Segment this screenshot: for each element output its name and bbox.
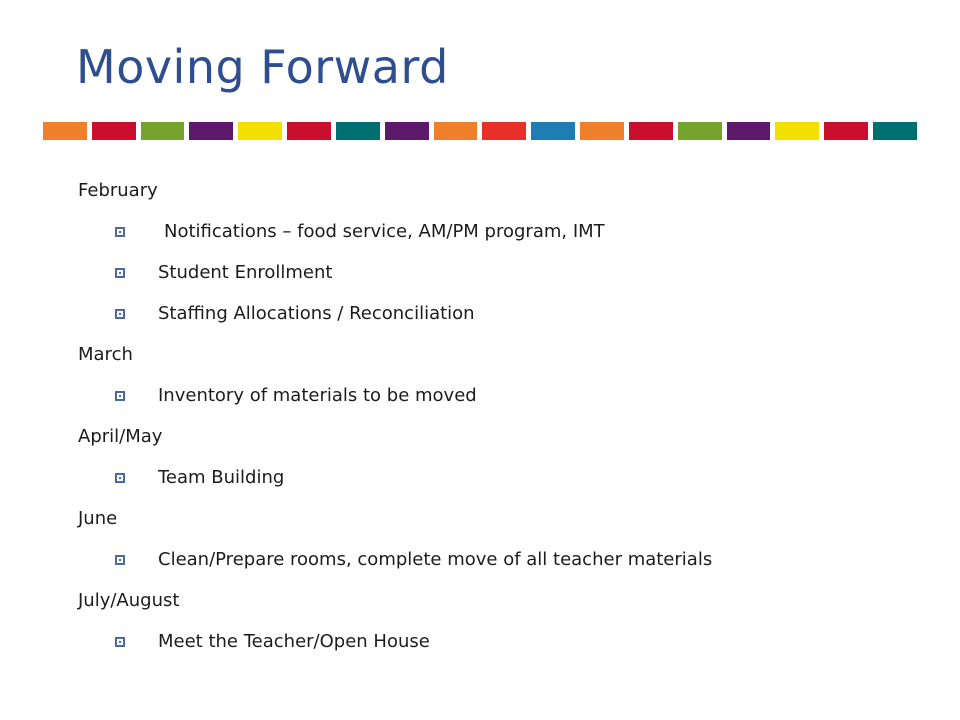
color-bar-segment	[531, 122, 575, 140]
section-heading-february	[78, 170, 918, 211]
section-heading-april-may	[78, 416, 918, 457]
list-item-text: Student Enrollment	[158, 262, 333, 283]
section-heading-label: June	[78, 508, 118, 529]
list-item	[78, 621, 918, 662]
color-bar-segment	[580, 122, 624, 140]
color-bar-segment	[43, 122, 87, 140]
color-bar-segment	[873, 122, 917, 140]
list-item-text: Staffing Allocations / Reconciliation	[158, 303, 475, 324]
square-bullet-icon	[115, 555, 125, 565]
color-bar-segment	[385, 122, 429, 140]
list-item	[78, 211, 918, 252]
color-bar-segment	[629, 122, 673, 140]
color-bar-segment	[92, 122, 136, 140]
square-bullet-icon	[115, 268, 125, 278]
square-bullet-icon	[115, 227, 125, 237]
square-bullet-icon	[115, 391, 125, 401]
list-item	[78, 375, 918, 416]
square-bullet-icon	[115, 309, 125, 319]
color-bar-segment	[824, 122, 868, 140]
square-bullet-icon	[115, 637, 125, 647]
list-item-text: Clean/Prepare rooms, complete move of all teacher materials	[158, 549, 713, 570]
color-bar-segment	[727, 122, 771, 140]
list-item-text: Inventory of materials to be moved	[158, 385, 477, 406]
list-item	[78, 539, 918, 580]
section-heading-label: July/August	[78, 590, 180, 611]
square-bullet-icon	[115, 473, 125, 483]
color-bar-segment	[287, 122, 331, 140]
color-bar-segment	[482, 122, 526, 140]
color-bar-segment	[336, 122, 380, 140]
list-item-text: Notifications – food service, AM/PM program, IMT	[164, 221, 605, 242]
color-bar-segment	[678, 122, 722, 140]
decorative-color-bar	[43, 122, 917, 140]
section-heading-june	[78, 498, 918, 539]
color-bar-segment	[434, 122, 478, 140]
list-item	[78, 293, 918, 334]
slide-title: Moving Forward	[76, 40, 449, 94]
list-item-text: Team Building	[158, 467, 285, 488]
list-item	[78, 252, 918, 293]
color-bar-segment	[189, 122, 233, 140]
list-item-text: Meet the Teacher/Open House	[158, 631, 430, 652]
section-heading-label: March	[78, 344, 133, 365]
section-heading-label: February	[78, 180, 158, 201]
slide-content	[78, 170, 918, 662]
section-heading-march	[78, 334, 918, 375]
color-bar-segment	[141, 122, 185, 140]
list-item	[78, 457, 918, 498]
color-bar-segment	[775, 122, 819, 140]
color-bar-segment	[238, 122, 282, 140]
section-heading-label: April/May	[78, 426, 163, 447]
section-heading-july-august	[78, 580, 918, 621]
